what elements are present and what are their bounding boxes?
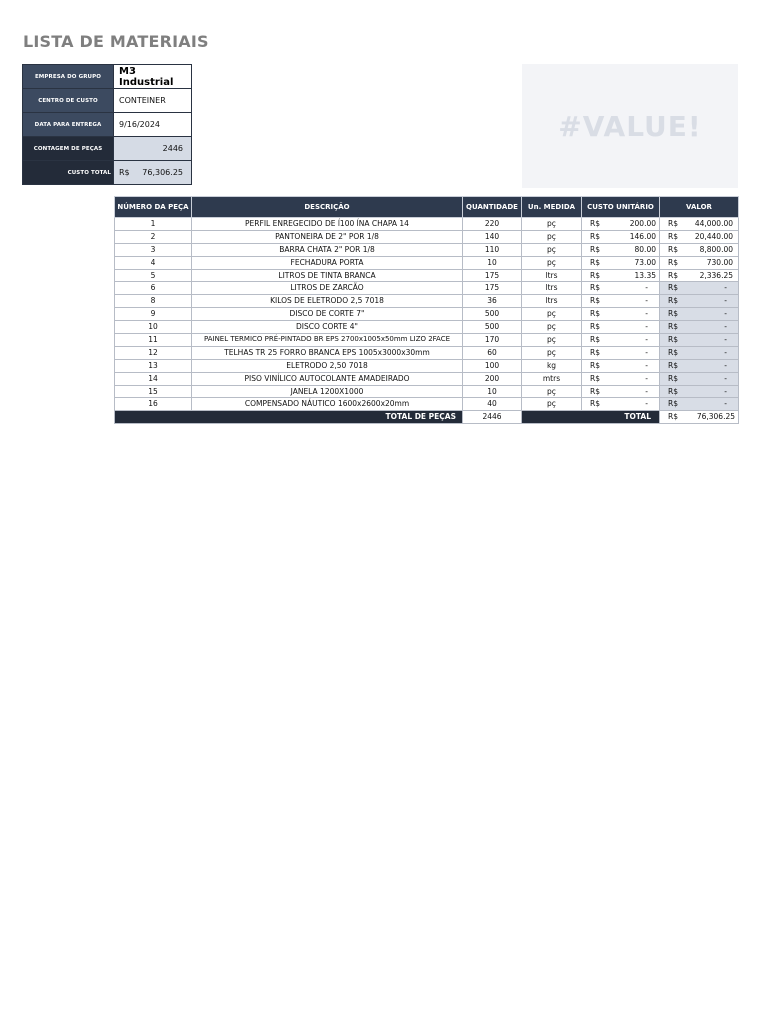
cell-quantidade[interactable]: 60 xyxy=(463,346,522,359)
cell-custo-amount: - xyxy=(645,347,648,357)
value-error-text: #VALUE! xyxy=(558,109,702,143)
total-pecas-value[interactable]: 2446 xyxy=(463,411,522,424)
custo-total-value[interactable] xyxy=(114,161,192,185)
cell-custo-currency: R$ xyxy=(590,218,600,228)
cell-custo-currency: R$ xyxy=(590,283,600,293)
col-header-quantidade[interactable]: QUANTIDADE xyxy=(463,197,522,218)
cell-custo[interactable] xyxy=(582,372,660,385)
summary-table xyxy=(22,64,192,185)
page-title: LISTA DE MATERIAIS xyxy=(23,32,209,51)
table-row xyxy=(115,398,739,411)
cell-valor-amount: - xyxy=(724,373,727,383)
cell-valor[interactable] xyxy=(660,308,739,321)
cell-custo-amount: - xyxy=(645,399,648,409)
centro-label: CENTRO DE CUSTO xyxy=(23,89,114,113)
col-header-descricao[interactable]: DESCRIÇÃO xyxy=(192,197,463,218)
cell-valor-amount: - xyxy=(724,322,727,332)
cell-custo-amount: 200.00 xyxy=(629,218,656,228)
table-row xyxy=(115,334,739,347)
table-row xyxy=(115,256,739,269)
cell-valor-amount: - xyxy=(724,334,727,344)
cell-custo[interactable] xyxy=(582,230,660,243)
cell-custo-currency: R$ xyxy=(590,309,600,319)
total-pecas-label: TOTAL DE PEÇAS xyxy=(115,411,463,424)
cell-valor-amount: - xyxy=(724,347,727,357)
cell-valor[interactable] xyxy=(660,321,739,334)
cell-unidade[interactable]: pç xyxy=(522,218,582,231)
cell-numero[interactable]: 12 xyxy=(115,346,192,359)
cell-custo-currency: R$ xyxy=(590,399,600,409)
cell-descricao[interactable]: LITROS DE TINTA BRANCA xyxy=(192,269,463,282)
cell-valor-amount: 20,440.00 xyxy=(694,231,733,241)
custo-total-label: CUSTO TOTAL xyxy=(23,161,114,185)
cell-valor[interactable] xyxy=(660,398,739,411)
cell-unidade[interactable]: kg xyxy=(522,359,582,372)
cell-descricao[interactable]: PERFIL ENREGECIDO DE ĺ100 ĺNA CHAPA 14 xyxy=(192,218,463,231)
cell-descricao[interactable]: PAINEL TERMICO PRÉ-PINTADO BR EPS 2700x1005x50mm LIZO 2FACE xyxy=(192,334,463,347)
table-row xyxy=(115,372,739,385)
cell-quantidade[interactable]: 36 xyxy=(463,295,522,308)
table-row xyxy=(115,308,739,321)
cell-numero[interactable]: 10 xyxy=(115,321,192,334)
centro-value[interactable]: CONTEINER xyxy=(114,89,192,113)
cell-valor[interactable] xyxy=(660,372,739,385)
cell-quantidade[interactable]: 40 xyxy=(463,398,522,411)
cell-custo[interactable] xyxy=(582,243,660,256)
cell-valor-amount: 2,336.25 xyxy=(699,270,733,280)
cell-numero[interactable]: 9 xyxy=(115,308,192,321)
cell-descricao[interactable]: BARRA CHATA 2" POR 1/8 xyxy=(192,243,463,256)
cell-valor[interactable] xyxy=(660,385,739,398)
cell-valor[interactable] xyxy=(660,282,739,295)
cell-quantidade[interactable]: 200 xyxy=(463,372,522,385)
cell-unidade[interactable]: ltrs xyxy=(522,295,582,308)
cell-valor-currency: R$ xyxy=(668,257,678,267)
cell-quantidade[interactable]: 175 xyxy=(463,282,522,295)
cell-custo-currency: R$ xyxy=(590,386,600,396)
cell-valor[interactable] xyxy=(660,269,739,282)
table-row xyxy=(115,218,739,231)
cell-descricao[interactable]: COMPENSADO NÁUTICO 1600x2600x20mm xyxy=(192,398,463,411)
table-row xyxy=(115,295,739,308)
table-row xyxy=(115,230,739,243)
cell-custo-currency: R$ xyxy=(590,322,600,332)
table-row xyxy=(115,346,739,359)
cell-unidade[interactable]: pç xyxy=(522,346,582,359)
cell-quantidade[interactable]: 10 xyxy=(463,256,522,269)
custo-amount: 76,306.25 xyxy=(142,168,183,177)
col-header-unidade[interactable]: Un. MEDIDA xyxy=(522,197,582,218)
cell-custo-amount: - xyxy=(645,373,648,383)
cell-quantidade[interactable]: 175 xyxy=(463,269,522,282)
header-row xyxy=(115,197,739,218)
cell-descricao[interactable]: PANTONEIRA DE 2" POR 1/8 xyxy=(192,230,463,243)
cell-unidade[interactable]: pç xyxy=(522,308,582,321)
cell-custo[interactable] xyxy=(582,295,660,308)
contagem-value[interactable]: 2446 xyxy=(114,137,192,161)
cell-valor-amount: - xyxy=(724,283,727,293)
cell-unidade[interactable]: pç xyxy=(522,230,582,243)
cell-unidade[interactable]: ltrs xyxy=(522,282,582,295)
cell-quantidade[interactable]: 500 xyxy=(463,321,522,334)
cell-valor-amount: - xyxy=(724,386,727,396)
cell-valor-currency: R$ xyxy=(668,283,678,293)
cell-numero[interactable]: 15 xyxy=(115,385,192,398)
cell-quantidade[interactable]: 100 xyxy=(463,359,522,372)
total-amount: 76,306.25 xyxy=(696,412,735,422)
cell-quantidade[interactable]: 110 xyxy=(463,243,522,256)
cell-custo-currency: R$ xyxy=(590,373,600,383)
cell-custo[interactable] xyxy=(582,256,660,269)
cell-valor[interactable] xyxy=(660,359,739,372)
contagem-label: CONTAGEM DE PEÇAS xyxy=(23,137,114,161)
cell-numero[interactable]: 13 xyxy=(115,359,192,372)
materials-table xyxy=(114,196,739,424)
cell-unidade[interactable]: pç xyxy=(522,243,582,256)
cell-valor-amount: - xyxy=(724,399,727,409)
table-row xyxy=(115,243,739,256)
cell-unidade[interactable]: pç xyxy=(522,334,582,347)
cell-numero[interactable]: 11 xyxy=(115,334,192,347)
cell-valor-currency: R$ xyxy=(668,231,678,241)
cell-quantidade[interactable]: 10 xyxy=(463,385,522,398)
cell-valor-currency: R$ xyxy=(668,270,678,280)
cell-custo-amount: - xyxy=(645,334,648,344)
cell-valor[interactable] xyxy=(660,218,739,231)
cell-descricao[interactable]: PISO VINÍLICO AUTOCOLANTE AMADEIRADO xyxy=(192,372,463,385)
col-header-valor[interactable]: VALOR xyxy=(660,197,739,218)
cell-valor-amount: - xyxy=(724,360,727,370)
cell-custo-currency: R$ xyxy=(590,296,600,306)
value-error-box[interactable] xyxy=(522,64,738,188)
cell-descricao[interactable]: DISCO DE CORTE 7" xyxy=(192,308,463,321)
cell-valor-amount: - xyxy=(724,309,727,319)
cell-quantidade[interactable]: 170 xyxy=(463,334,522,347)
cell-numero[interactable]: 16 xyxy=(115,398,192,411)
table-row xyxy=(115,385,739,398)
cell-quantidade[interactable]: 500 xyxy=(463,308,522,321)
total-value[interactable] xyxy=(660,411,739,424)
cell-custo-amount: 146.00 xyxy=(629,231,656,241)
total-row xyxy=(115,411,739,424)
cell-custo[interactable] xyxy=(582,218,660,231)
cell-descricao[interactable]: KILOS DE ELETRODO 2,5 7018 xyxy=(192,295,463,308)
cell-valor[interactable] xyxy=(660,346,739,359)
cell-custo-amount: 13.35 xyxy=(634,270,656,280)
cell-valor-currency: R$ xyxy=(668,386,678,396)
cell-unidade[interactable]: pç xyxy=(522,385,582,398)
cell-valor-currency: R$ xyxy=(668,218,678,228)
cell-custo[interactable] xyxy=(582,282,660,295)
data-value[interactable]: 9/16/2024 xyxy=(114,113,192,137)
cell-numero[interactable]: 4 xyxy=(115,256,192,269)
cell-valor-amount: 44,000.00 xyxy=(694,218,733,228)
cell-valor-amount: 8,800.00 xyxy=(699,244,733,254)
total-label: TOTAL xyxy=(522,411,660,424)
cell-custo[interactable] xyxy=(582,346,660,359)
cell-custo-currency: R$ xyxy=(590,244,600,254)
cell-unidade[interactable]: pç xyxy=(522,321,582,334)
custo-currency: R$ xyxy=(119,168,130,177)
cell-numero[interactable]: 8 xyxy=(115,295,192,308)
table-row xyxy=(115,321,739,334)
cell-custo[interactable] xyxy=(582,398,660,411)
cell-custo-amount: 73.00 xyxy=(634,257,656,267)
cell-custo-currency: R$ xyxy=(590,347,600,357)
cell-quantidade[interactable]: 220 xyxy=(463,218,522,231)
empresa-value[interactable]: M3 Industrial xyxy=(114,65,192,89)
cell-valor[interactable] xyxy=(660,256,739,269)
cell-valor-currency: R$ xyxy=(668,309,678,319)
data-label: DATA PARA ENTREGA xyxy=(23,113,114,137)
cell-descricao[interactable]: ELETRODO 2,50 7018 xyxy=(192,359,463,372)
cell-valor[interactable] xyxy=(660,230,739,243)
cell-custo[interactable] xyxy=(582,385,660,398)
cell-unidade[interactable]: pç xyxy=(522,398,582,411)
cell-descricao[interactable]: DISCO CORTE 4" xyxy=(192,321,463,334)
cell-unidade[interactable]: mtrs xyxy=(522,372,582,385)
cell-quantidade[interactable]: 140 xyxy=(463,230,522,243)
cell-custo-currency: R$ xyxy=(590,360,600,370)
cell-custo-currency: R$ xyxy=(590,257,600,267)
cell-custo-currency: R$ xyxy=(590,231,600,241)
cell-valor[interactable] xyxy=(660,243,739,256)
cell-custo-amount: - xyxy=(645,296,648,306)
cell-numero[interactable]: 2 xyxy=(115,230,192,243)
table-row xyxy=(115,359,739,372)
cell-custo-amount: 80.00 xyxy=(634,244,656,254)
cell-valor[interactable] xyxy=(660,295,739,308)
cell-valor[interactable] xyxy=(660,334,739,347)
cell-custo[interactable] xyxy=(582,269,660,282)
cell-valor-currency: R$ xyxy=(668,373,678,383)
cell-unidade[interactable]: ltrs xyxy=(522,269,582,282)
cell-custo-amount: - xyxy=(645,322,648,332)
cell-descricao[interactable]: FECHADURA PORTA xyxy=(192,256,463,269)
cell-custo[interactable] xyxy=(582,321,660,334)
cell-custo[interactable] xyxy=(582,334,660,347)
cell-numero[interactable]: 14 xyxy=(115,372,192,385)
table-row xyxy=(115,269,739,282)
cell-unidade[interactable]: pç xyxy=(522,256,582,269)
cell-numero[interactable]: 3 xyxy=(115,243,192,256)
empresa-label: EMPRESA DO GRUPO xyxy=(23,65,114,89)
cell-valor-currency: R$ xyxy=(668,399,678,409)
cell-valor-currency: R$ xyxy=(668,347,678,357)
cell-custo-amount: - xyxy=(645,360,648,370)
cell-valor-currency: R$ xyxy=(668,296,678,306)
cell-numero[interactable]: 5 xyxy=(115,269,192,282)
cell-numero[interactable]: 6 xyxy=(115,282,192,295)
cell-custo-amount: - xyxy=(645,309,648,319)
cell-custo[interactable] xyxy=(582,308,660,321)
cell-custo-currency: R$ xyxy=(590,270,600,280)
total-currency: R$ xyxy=(668,412,678,422)
cell-custo[interactable] xyxy=(582,359,660,372)
col-header-numero[interactable]: NÚMERO DA PEÇA xyxy=(115,197,192,218)
cell-custo-amount: - xyxy=(645,386,648,396)
cell-valor-currency: R$ xyxy=(668,334,678,344)
cell-valor-amount: 730.00 xyxy=(706,257,733,267)
cell-valor-currency: R$ xyxy=(668,360,678,370)
cell-numero[interactable]: 1 xyxy=(115,218,192,231)
table-row xyxy=(115,282,739,295)
cell-descricao[interactable]: JANELA 1200X1000 xyxy=(192,385,463,398)
cell-custo-currency: R$ xyxy=(590,334,600,344)
cell-descricao[interactable]: TELHAS TR 25 FORRO BRANCA EPS 1005x3000x30mm xyxy=(192,346,463,359)
cell-custo-amount: - xyxy=(645,283,648,293)
cell-valor-currency: R$ xyxy=(668,244,678,254)
cell-valor-currency: R$ xyxy=(668,322,678,332)
col-header-custo[interactable]: CUSTO UNITÁRIO xyxy=(582,197,660,218)
cell-descricao[interactable]: LITROS DE ZARCÃO xyxy=(192,282,463,295)
cell-valor-amount: - xyxy=(724,296,727,306)
